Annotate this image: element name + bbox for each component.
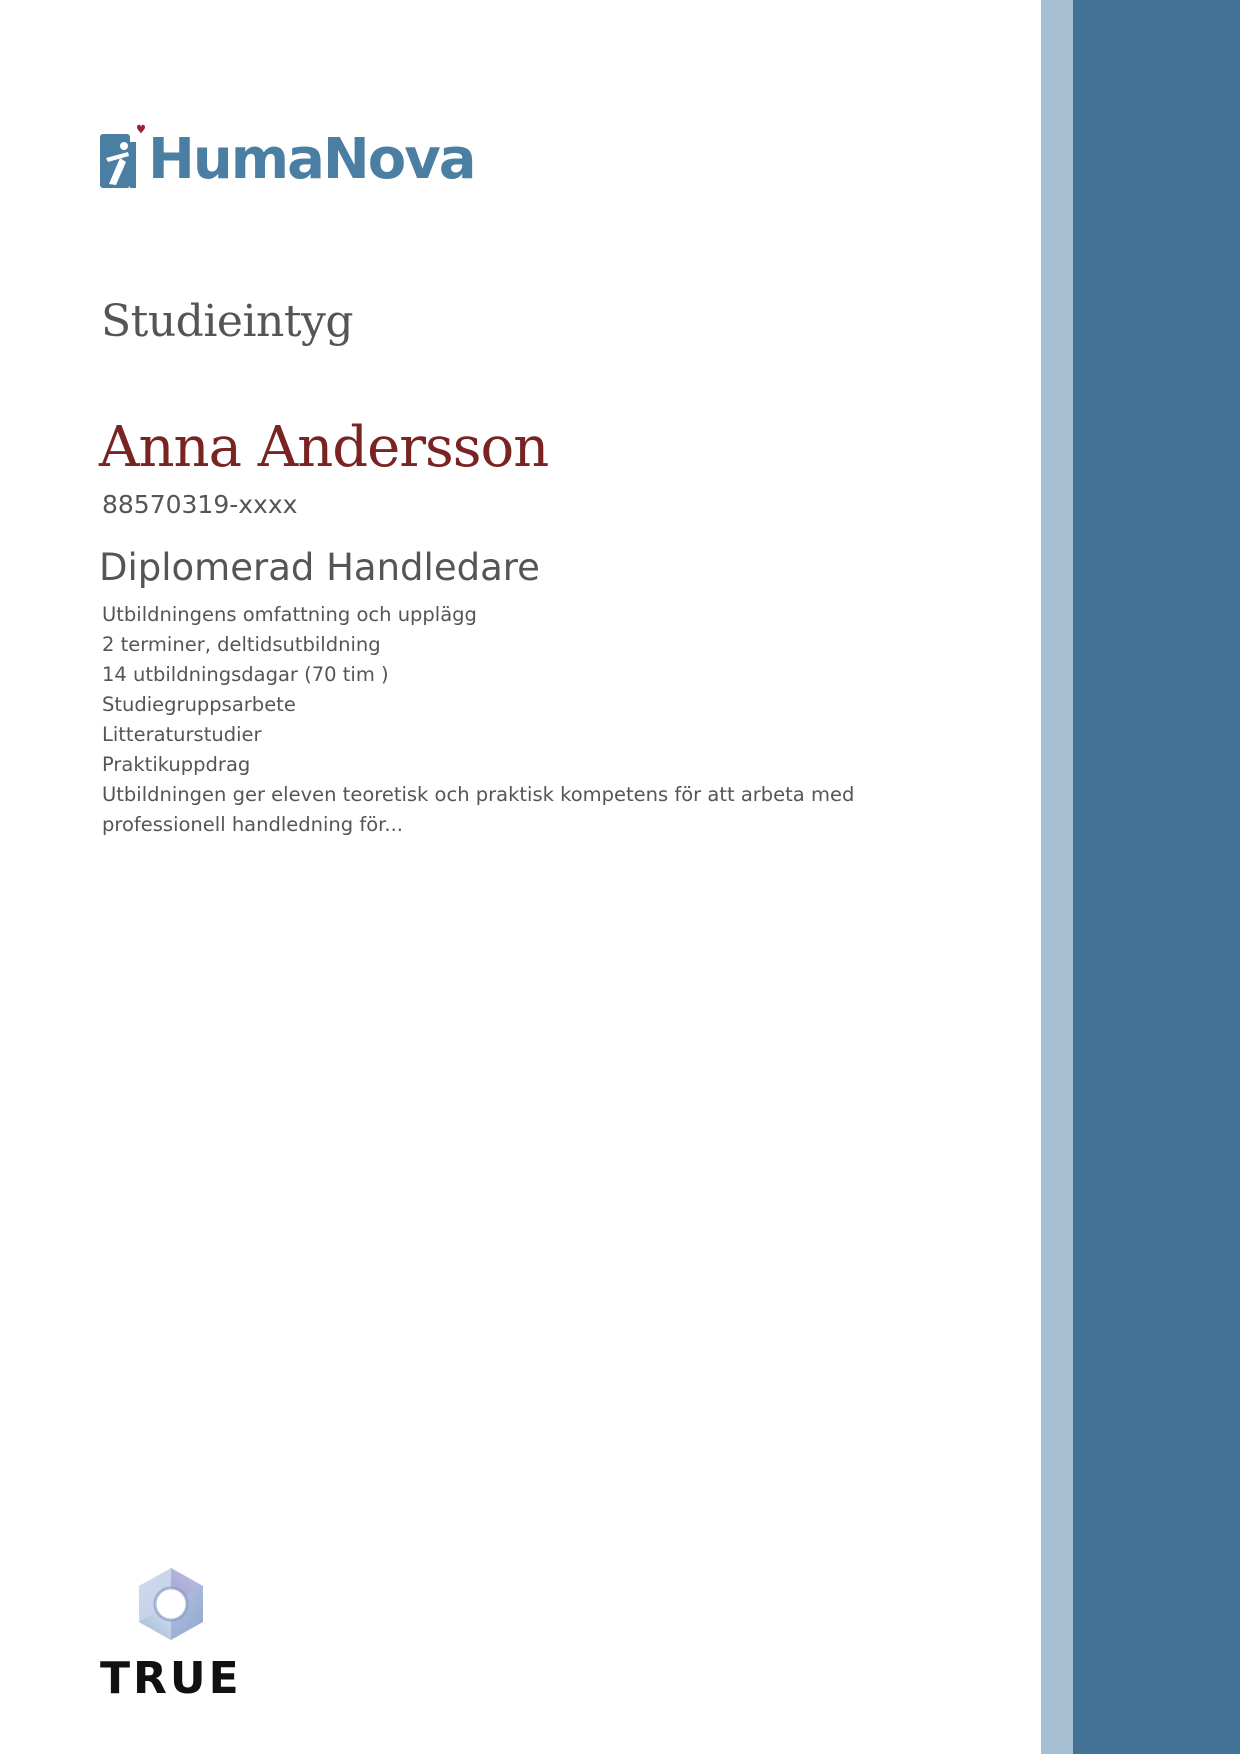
- detail-line: Litteraturstudier: [102, 723, 262, 746]
- true-logo: [100, 1566, 250, 1704]
- detail-line: Utbildningens omfattning och upplägg: [102, 603, 477, 626]
- program-title: Diplomerad Handledare: [99, 546, 540, 589]
- detail-line: Studiegruppsarbete: [102, 693, 296, 716]
- detail-line: 14 utbildningsdagar (70 tim ): [102, 663, 389, 686]
- humanova-logo: [100, 118, 475, 192]
- detail-line: Praktikuppdrag: [102, 753, 251, 776]
- humanova-logo-text: HumaNova: [148, 127, 475, 192]
- detail-line: 2 terminer, deltidsutbildning: [102, 633, 381, 656]
- decorative-band-light: [1041, 0, 1073, 1754]
- humanova-figure-heart-icon: [100, 132, 144, 188]
- true-logo-text: TRUE: [100, 1653, 242, 1704]
- student-id: 88570319-xxxx: [102, 490, 298, 519]
- program-details: [102, 600, 962, 840]
- student-name: Anna Andersson: [99, 415, 549, 480]
- document-title: Studieintyg: [101, 296, 354, 347]
- program-description: Utbildningen ger eleven teoretisk och praktisk kompetens för att arbeta med professionell handledning för...: [102, 783, 855, 836]
- hexagon-cube-icon: [133, 1566, 209, 1642]
- decorative-band-dark: [1073, 0, 1240, 1754]
